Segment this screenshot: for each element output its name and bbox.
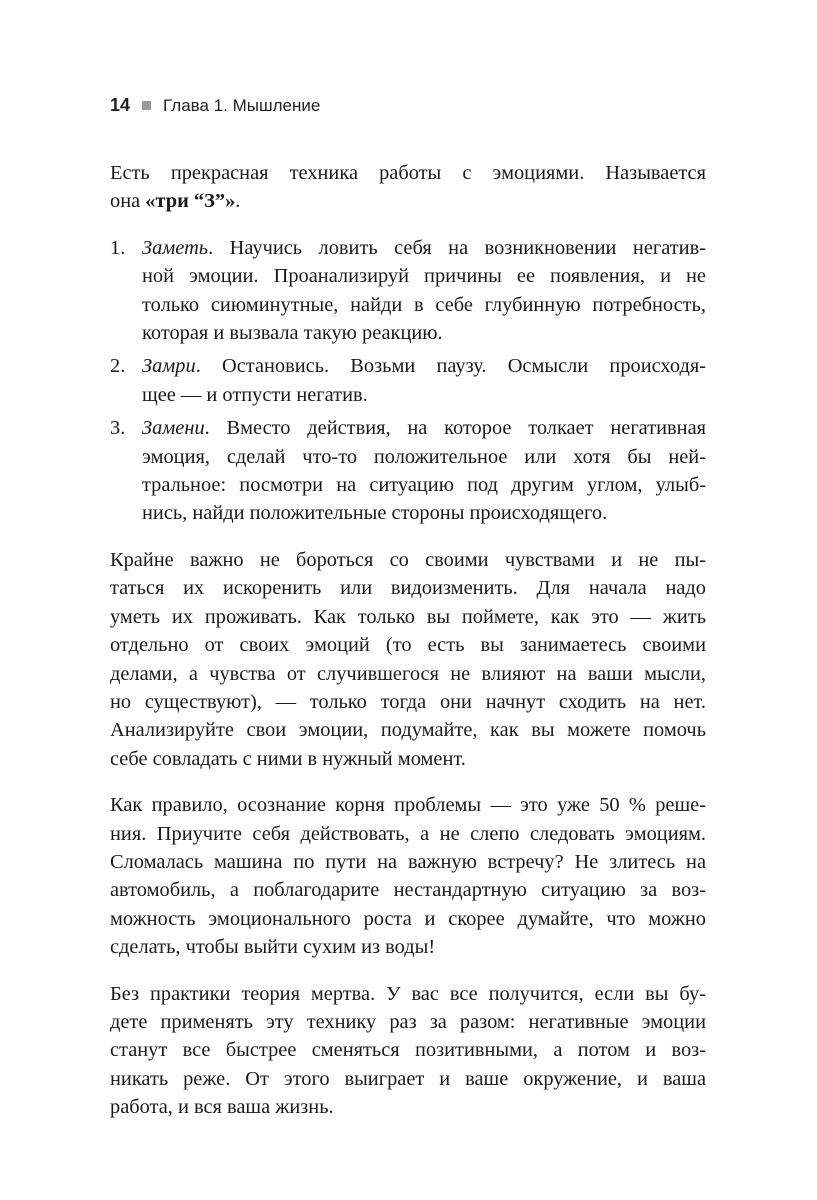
text-line: себе совладать с ними в нужный момент. <box>110 747 466 770</box>
text-line: Есть прекрасная техника работы с эмоциями. Называется <box>110 162 706 184</box>
step-term: Замри <box>142 355 196 378</box>
text-line: ной эмоции. Проанализируй причины ее появления, и не <box>142 265 706 288</box>
text-line: никать реже. От этого выиграет и ваше окружение, и ваша <box>110 1067 706 1090</box>
text-line: ния. Приучите себя действовать, а не слепо следовать эмоциям. <box>110 822 706 845</box>
text-line <box>142 352 706 380</box>
technique-name: «три “З”» <box>145 190 236 213</box>
text-line: Анализируйте свои эмоции, подумайте, как вы можете помочь <box>110 719 706 742</box>
text-line: делами, а чувства от случившегося не влияют на ваши мысли, <box>110 662 706 685</box>
chapter-title: Глава 1. Мышление <box>163 96 321 115</box>
text-fragment: она <box>110 190 146 213</box>
text-line: сделать, чтобы выйти сухим из воды! <box>110 936 436 959</box>
intro-paragraph <box>110 159 706 216</box>
text-line: Как правило, осознание корня проблемы — это уже 50 % реше- <box>110 794 706 817</box>
text-line: дете применять эту технику раз за разом: негативные эмоции <box>110 1010 706 1033</box>
running-head <box>110 94 320 117</box>
text-line: уметь их проживать. Как только вы поймете, как это — жить <box>110 605 706 628</box>
text-fragment: . Остановись. Возьми паузу. Осмысли происходя- <box>195 355 706 378</box>
text-line: но существуют), — только тогда они начнут сходить на нет. <box>110 690 706 713</box>
paragraph <box>110 546 706 773</box>
text-line: отдельно от своих эмоций (то есть вы занимаетесь своими <box>110 634 706 657</box>
text-line <box>142 234 706 262</box>
separator-square-icon <box>142 101 151 110</box>
step-term: Замени <box>142 417 205 440</box>
text-line <box>142 414 706 442</box>
text-line: эмоция, сделай что-то положительное или хотя бы ней- <box>142 445 706 468</box>
text-line: Без практики теория мертва. У вас все получится, если вы бу- <box>110 982 706 1005</box>
technique-steps-list <box>110 234 706 528</box>
list-item <box>110 352 706 409</box>
text-line: которая и вызвала такую реакцию. <box>142 322 443 345</box>
text-line: работа, и вся ваша жизнь. <box>110 1096 334 1119</box>
list-number: 3. <box>110 417 126 440</box>
step-term: Заметь <box>142 236 209 259</box>
page-number: 14 <box>110 95 131 115</box>
book-page <box>110 0 710 1200</box>
text-line <box>110 187 706 215</box>
text-line: можность эмоционального роста и скорее думайте, что можно <box>110 907 706 930</box>
body-text <box>110 159 706 1140</box>
list-item <box>110 414 706 528</box>
text-line: щее — и отпусти негатив. <box>142 383 368 406</box>
text-line: только сиюминутные, найди в себе глубинную потребность, <box>142 293 706 316</box>
text-line: Крайне важно не бороться со своими чувствами и не пы- <box>110 548 706 571</box>
text-line: автомобиль, а поблагодарите нестандартную ситуацию за воз- <box>110 879 706 902</box>
list-number: 1. <box>110 236 126 259</box>
text-line: станут все быстрее сменяться позитивными, а потом и воз- <box>110 1039 706 1062</box>
list-item <box>110 234 706 348</box>
text-fragment: . Научись ловить себя на возникновении негатив- <box>208 236 706 259</box>
text-line: тральное: посмотри на ситуацию под другим углом, улыб- <box>142 474 706 497</box>
list-number: 2. <box>110 355 126 378</box>
text-line: нись, найди положительные стороны происходящего. <box>142 502 608 525</box>
text-fragment: . Вместо действия, на которое толкает негативная <box>204 417 706 440</box>
paragraph <box>110 980 706 1122</box>
text-fragment: . <box>235 190 241 213</box>
text-line: таться их искоренить или видоизменить. Для начала надо <box>110 577 706 600</box>
text-line: Сломалась машина по пути на важную встречу? Не злитесь на <box>110 850 706 873</box>
paragraph <box>110 791 706 961</box>
